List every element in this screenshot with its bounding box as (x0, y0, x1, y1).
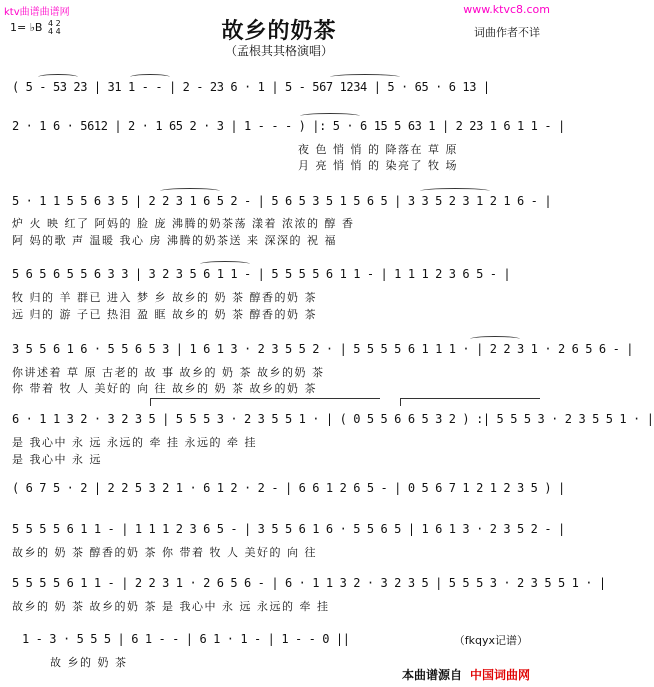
lyric-line-10: 故 乡的 奶 茶 (50, 656, 128, 669)
notation-line-1: ( 5 - 53 23 | 31 1 - - | 2 - 23 6 · 1 | 5 - 567 1234 | 5 · 65 · 6 13 | (12, 80, 490, 94)
watermark-site-url: www.ktvc8.com (463, 3, 550, 16)
watermark-site-cn: ktv曲谱曲谱网 (4, 7, 70, 18)
volta-bracket-2 (400, 398, 540, 399)
notation-line-5: 3 5 5 6 1 6 · 5 5 6 5 3 | 1 6 1 3 · 2 3 5 5 2 · | 5 5 5 5 6 1 1 1 · | 2 2 3 1 · 2 6 5 6 - | (12, 342, 634, 356)
meter-bottom: 4 4 (47, 27, 61, 36)
author-credit: 词曲作者不详 (474, 26, 540, 39)
slur-mark (38, 74, 78, 80)
slur-mark (300, 113, 360, 119)
meter-top: 4 2 (47, 19, 61, 28)
notation-line-3: 5 · 1 1 5 5 6 3 5 | 2 2 3 1 6 5 2 - | 5 6 5 3 5 1 5 6 5 | 3 3 5 2 3 1 2 1 6 - | (12, 194, 552, 208)
notation-line-10: 1 - 3 · 5 5 5 | 6 1 - - | 6 1 · 1 - | 1 - - 0 || (22, 632, 350, 646)
source-label: 本曲谱源自 (402, 668, 463, 682)
time-signature (48, 20, 61, 36)
lyric-line-5-verse-2: 你 带着 牧 人 美好的 向 往 故乡的 奶 茶 故乡的奶 茶 (12, 382, 317, 395)
lyric-line-4-verse-2: 远 归的 游 子已 热泪 盈 眶 故乡的 奶 茶 醇香的奶 茶 (12, 308, 317, 321)
key-label: 1= ♭B (10, 21, 43, 34)
volta-bracket-1-start (150, 398, 151, 406)
slur-mark (330, 74, 400, 80)
lyric-line-2-verse-1: 夜 色 悄 悄 的 降落在 草 原 (298, 143, 458, 156)
lyric-line-5-verse-1: 你讲述着 草 原 古老的 故 事 故乡的 奶 茶 故乡的奶 茶 (12, 366, 325, 379)
notation-line-4: 5 6 5 6 5 5 6 3 3 | 3 2 3 5 6 1 1 - | 5 5 5 5 6 1 1 - | 1 1 1 2 3 6 5 - | (12, 267, 511, 281)
volta-bracket-1 (150, 398, 380, 399)
volta-bracket-2-start (400, 398, 401, 406)
slur-mark (470, 336, 520, 342)
notation-line-7: ( 6 7 5 · 2 | 2 2 5 3 2 1 · 6 1 2 · 2 - | 6 6 1 2 6 5 - | 0 5 6 7 1 2 1 2 3 5 ) | (12, 481, 565, 495)
notation-line-2: 2 · 1 6 · 5612 | 2 · 1 65 2 · 3 | 1 - - - ) |: 5 · 6 15 5 63 1 | 2 23 1 6 1 1 - | (12, 119, 565, 133)
slur-mark (160, 188, 220, 194)
slur-mark (200, 261, 250, 267)
notation-line-6: 6 · 1 1 3 2 · 3 2 3 5 | 5 5 5 3 · 2 3 5 5 1 · | ( 0 5 5 6 6 5 3 2 ) :| 5 5 5 3 · 2 3 5 5 1 · | (12, 412, 654, 426)
key-signature (10, 20, 61, 36)
lyric-line-8: 故乡的 奶 茶 醇香的奶 茶 你 带着 牧 人 美好的 向 往 (12, 546, 317, 559)
transcriber-credit: （fkqyx记谱） (453, 634, 528, 647)
lyric-line-2-verse-2: 月 亮 悄 悄 的 染亮了 牧 场 (298, 159, 458, 172)
slur-mark (130, 74, 170, 80)
lyric-line-3-verse-2: 阿 妈的歌 声 温暖 我心 房 沸腾的奶茶送 来 深深的 祝 福 (12, 234, 337, 247)
source-site-name: 中国词曲网 (470, 668, 531, 682)
lyric-line-6-verse-1: 是 我心中 永 远 永远的 牵 挂 永远的 牵 挂 (12, 436, 257, 449)
notation-line-9: 5 5 5 5 6 1 1 - | 2 2 3 1 · 2 6 5 6 - | 6 · 1 1 3 2 · 3 2 3 5 | 5 5 5 3 · 2 3 5 5 1 · | (12, 576, 606, 590)
lyric-line-3-verse-1: 炉 火 映 红了 阿妈的 脸 庞 沸腾的奶茶荡 漾着 浓浓的 醇 香 (12, 217, 355, 230)
notation-line-8: 5 5 5 5 6 1 1 - | 1 1 1 2 3 6 5 - | 3 5 5 6 1 6 · 5 5 6 5 | 1 6 1 3 · 2 3 5 2 - | (12, 522, 565, 536)
lyric-line-4-verse-1: 牧 归的 羊 群已 进入 梦 乡 故乡的 奶 茶 醇香的奶 茶 (12, 291, 317, 304)
lyric-line-9: 故乡的 奶 茶 故乡的奶 茶 是 我心中 永 远 永远的 牵 挂 (12, 600, 330, 613)
song-title: 故乡的奶茶 (221, 19, 337, 44)
slur-mark (420, 188, 490, 194)
song-subtitle: （孟根其其格演唱） (224, 44, 333, 58)
lyric-line-6-verse-2: 是 我心中 永 远 (12, 453, 102, 466)
